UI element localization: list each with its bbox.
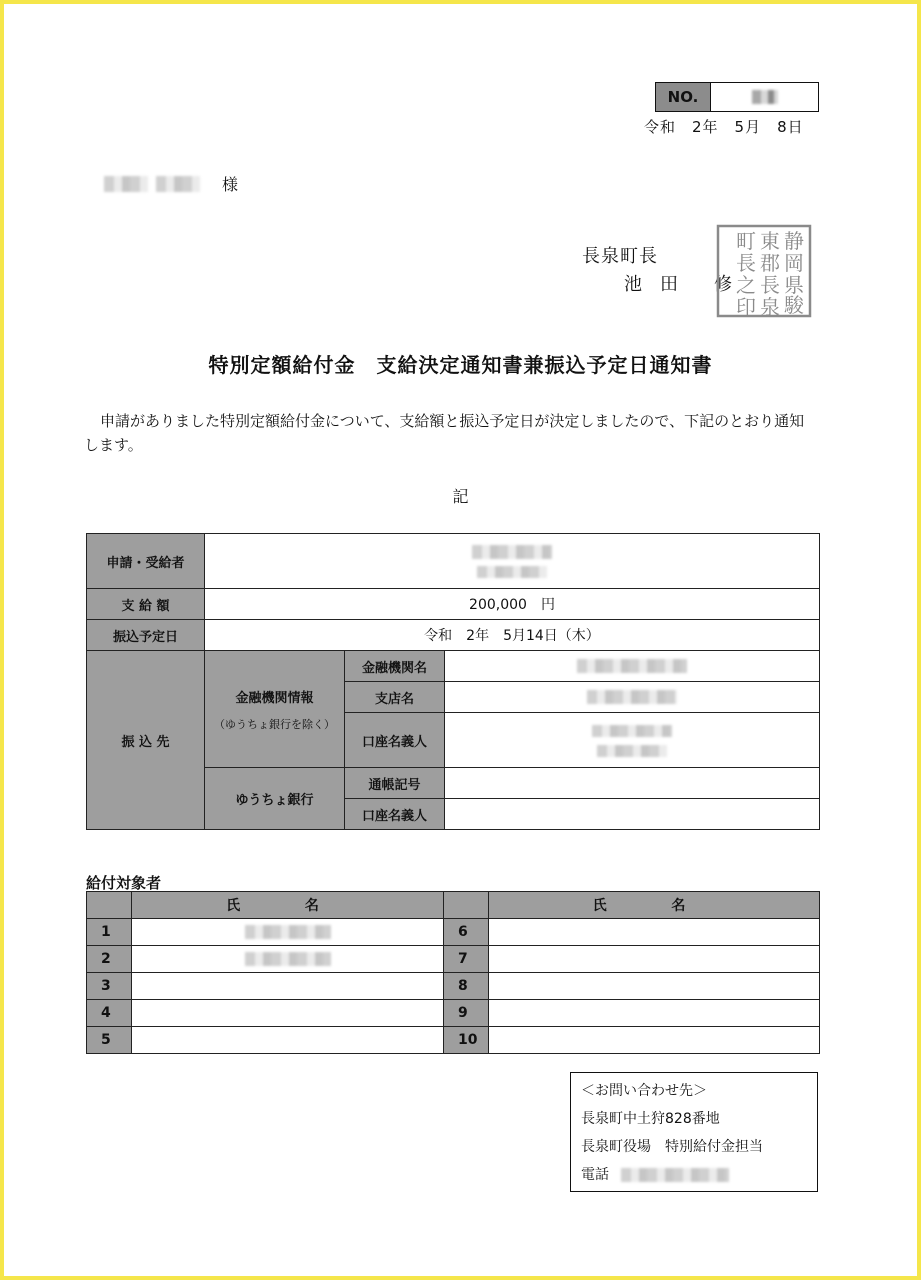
name-header-left: 氏 名	[132, 892, 444, 919]
document-number-label: NO.	[656, 83, 711, 111]
issuer-name: 池 田 修	[624, 274, 732, 295]
passbook-value	[445, 768, 820, 799]
beneficiary-name-redacted	[132, 946, 444, 973]
row-number: 8	[444, 973, 489, 1000]
document-number-box	[655, 82, 819, 112]
contact-heading: ＜お問い合わせ先＞	[581, 1083, 707, 1099]
beneficiary-name	[132, 1027, 444, 1054]
ki-heading: 記	[452, 487, 469, 506]
contact-box	[570, 1072, 818, 1192]
beneficiary-name	[489, 973, 820, 1000]
issue-date: 令和 2年 5月 8日	[644, 118, 804, 136]
seal-text-col4: 駿	[784, 293, 804, 317]
contact-address: 長泉町中土狩828番地	[581, 1111, 720, 1127]
seal-text-col3: 町長之印	[736, 229, 756, 318]
row-number: 4	[87, 1000, 132, 1027]
yucho-label: ゆうちょ銀行	[205, 768, 345, 830]
seal-text-col1: 静岡県	[784, 229, 804, 297]
issuer-title: 長泉町長	[582, 246, 658, 267]
beneficiary-name	[489, 946, 820, 973]
bank-name-label: 金融機関名	[345, 651, 445, 682]
amount-value: 200,000 円	[205, 589, 820, 620]
beneficiary-name	[132, 1000, 444, 1027]
applicant-value-redacted	[205, 534, 820, 589]
fi-info-note: （ゆうちょ銀行を除く）	[214, 717, 335, 731]
header-blank-right	[444, 892, 489, 919]
beneficiaries-label: 給付対象者	[86, 874, 162, 892]
row-number: 10	[444, 1027, 489, 1054]
contact-office: 長泉町役場 特別給付金担当	[581, 1139, 763, 1155]
document-number-redacted	[711, 83, 818, 111]
applicant-label: 申請・受給者	[87, 534, 205, 589]
recipient-honorific: 様	[222, 175, 239, 194]
bank-name-value-redacted	[445, 651, 820, 682]
row-number: 5	[87, 1027, 132, 1054]
beneficiaries-table	[86, 891, 820, 1054]
branch-label: 支店名	[345, 682, 445, 713]
yucho-holder-value	[445, 799, 820, 830]
header-blank-left	[87, 892, 132, 919]
payment-details-table	[86, 533, 820, 830]
beneficiary-name	[489, 1000, 820, 1027]
intro-paragraph: 申請がありました特別定額給付金について、支給額と振込予定日が決定しましたので、下記のとおり通知します。	[84, 412, 805, 454]
row-number: 9	[444, 1000, 489, 1027]
transfer-date-value: 令和 2年 5月14日（木）	[205, 620, 820, 651]
transfer-date-label: 振込予定日	[87, 620, 205, 651]
contact-phone-redacted	[621, 1168, 729, 1182]
beneficiary-name	[132, 973, 444, 1000]
row-number: 7	[444, 946, 489, 973]
contact-phone-label: 電話	[581, 1167, 609, 1183]
row-number: 3	[87, 973, 132, 1000]
row-number: 2	[87, 946, 132, 973]
recipient-name-redacted	[104, 176, 148, 192]
official-seal	[716, 224, 812, 318]
recipient-name-redacted-2	[156, 176, 200, 192]
passbook-label: 通帳記号	[345, 768, 445, 799]
branch-value-redacted	[445, 682, 820, 713]
row-number: 1	[87, 919, 132, 946]
fi-info-label: 金融機関情報	[235, 690, 314, 706]
financial-institution-info	[205, 651, 345, 768]
contact-phone	[581, 1161, 807, 1189]
seal-text-col2: 東郡長泉	[760, 229, 780, 318]
recipient-line	[104, 172, 238, 195]
row-number: 6	[444, 919, 489, 946]
beneficiary-name-redacted	[132, 919, 444, 946]
document-page	[4, 4, 917, 1276]
amount-label: 支 給 額	[87, 589, 205, 620]
beneficiary-name	[489, 919, 820, 946]
holder-value-redacted	[445, 713, 820, 768]
beneficiary-name	[489, 1027, 820, 1054]
name-header-right: 氏 名	[489, 892, 820, 919]
yucho-holder-label: 口座名義人	[345, 799, 445, 830]
destination-label: 振 込 先	[87, 651, 205, 830]
holder-label: 口座名義人	[345, 713, 445, 768]
document-title: 特別定額給付金 支給決定通知書兼振込予定日通知書	[208, 353, 713, 377]
